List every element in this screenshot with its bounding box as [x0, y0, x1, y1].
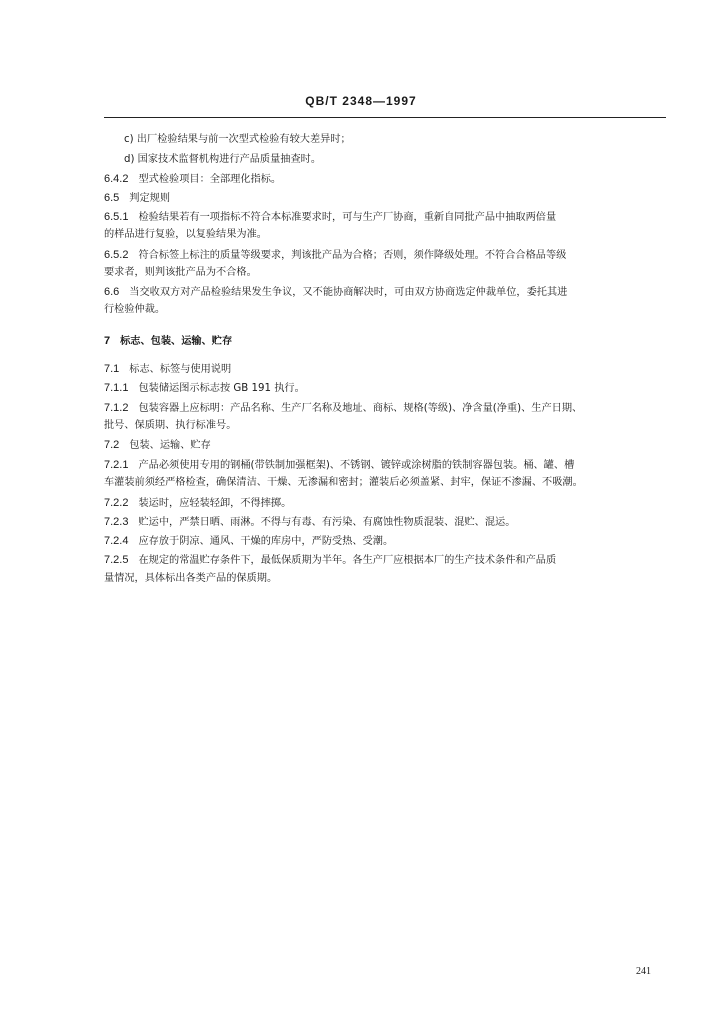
clause-text: 装运时，应轻装轻卸，不得摔掷。	[138, 498, 292, 509]
clause-7-2-5-cont	[104, 572, 668, 586]
clause-text: 车灌装前须经严格检查，确保清洁、干燥、无渗漏和密封；灌装后必须盖紧、封牢，保证不渗漏、不吸潮。	[104, 477, 583, 488]
clause-7-2	[104, 438, 668, 453]
clause-number: 7.2.4	[104, 535, 129, 547]
clause-6-6	[104, 285, 668, 300]
clause-text: 量情况，具体标出各类产品的保质期。	[104, 573, 278, 584]
clause-6-5	[104, 191, 668, 206]
clause-text: 标志、标签与使用说明	[129, 364, 232, 375]
clause-text: 应存放于阴凉、通风、干燥的库房中，严防受热、受潮。	[138, 536, 394, 547]
clause-text: 要求者，则判该批产品为不合格。	[104, 267, 257, 278]
page-number: 241	[636, 966, 651, 977]
clause-text: 包装容器上应标明：产品名称、生产厂名称及地址、商标、规格(等级)、净含量(净重)、生产日期、	[138, 403, 583, 414]
clause-number: 7.2.2	[104, 497, 129, 509]
clause-7-1-1	[104, 381, 668, 396]
section-heading-7	[104, 334, 668, 349]
clause-text: 包装储运图示标志按 GB 191 执行。	[138, 383, 305, 394]
clause-number: 6.4.2	[104, 173, 129, 185]
clause-number: 6.5.2	[104, 249, 129, 261]
clause-number: 6.5.1	[104, 211, 129, 223]
clause-number: 6.6	[104, 286, 120, 298]
clause-6-5-2	[104, 248, 668, 263]
clause-number: 7.2.3	[104, 516, 129, 528]
clause-text: 的样品进行复验，以复验结果为准。	[104, 229, 267, 240]
clause-7-2-3	[104, 515, 668, 530]
clause-text: 批号、保质期、执行标准号。	[104, 420, 237, 431]
clause-text: 产品必须使用专用的钢桶(带铁制加强框架)、不锈钢、镀锌或涂树脂的铁制容器包装。桶、罐、槽	[138, 460, 575, 471]
clause-6-6-cont	[104, 303, 668, 317]
clause-6-5-1-cont	[104, 228, 668, 242]
clause-text: 包装、运输、贮存	[129, 440, 211, 451]
list-item	[124, 133, 688, 147]
section-number: 7	[104, 335, 111, 347]
clause-7-1-2	[104, 401, 668, 416]
clause-number: 7.2	[104, 439, 120, 451]
clause-7-2-5	[104, 553, 668, 568]
clause-6-5-2-cont	[104, 266, 668, 280]
clause-number: 7.1	[104, 363, 120, 375]
clause-7-2-1	[104, 458, 668, 473]
header-rule	[104, 117, 666, 118]
clause-6-5-1	[104, 210, 668, 225]
clause-text: 行检验仲裁。	[104, 304, 166, 315]
clause-text: 当交收双方对产品检验结果发生争议，又不能协商解决时，可由双方协商选定仲裁单位，委托其进	[129, 287, 568, 298]
clause-text: 在规定的常温贮存条件下，最低保质期为半年。各生产厂应根据本厂的生产技术条件和产品质	[138, 555, 557, 566]
line-text: d) 国家技术监督机构进行产品质量抽查时。	[124, 154, 322, 165]
clause-number: 7.1.2	[104, 402, 129, 414]
clause-number: 6.5	[104, 192, 120, 204]
clause-text: 判定规则	[129, 193, 171, 204]
clause-7-1	[104, 362, 668, 377]
clause-6-4-2	[104, 172, 668, 187]
clause-text: 贮运中，严禁日晒、雨淋。不得与有毒、有污染、有腐蚀性物质混装、混贮、混运。	[138, 517, 516, 528]
clause-7-1-2-cont	[104, 419, 668, 433]
clause-text: 符合标签上标注的质量等级要求，判该批产品为合格；否则，须作降级处理。不符合合格品等级	[138, 250, 567, 261]
clause-text: 型式检验项目：全部理化指标。	[138, 174, 282, 185]
clause-number: 7.1.1	[104, 382, 129, 394]
clause-7-2-2	[104, 496, 668, 511]
clause-text: 检验结果若有一项指标不符合本标准要求时，可与生产厂协商，重新自同批产品中抽取两倍量	[138, 212, 557, 223]
clause-7-2-4	[104, 534, 668, 549]
clause-number: 7.2.5	[104, 554, 129, 566]
clause-number: 7.2.1	[104, 459, 129, 471]
line-text: c) 出厂检验结果与前一次型式检验有较大差异时；	[124, 134, 351, 145]
section-title: 标志、包装、运输、贮存	[120, 336, 233, 347]
list-item	[124, 153, 688, 167]
header-code: QB/T 2348—1997	[305, 94, 417, 108]
clause-7-2-1-cont	[104, 476, 668, 490]
